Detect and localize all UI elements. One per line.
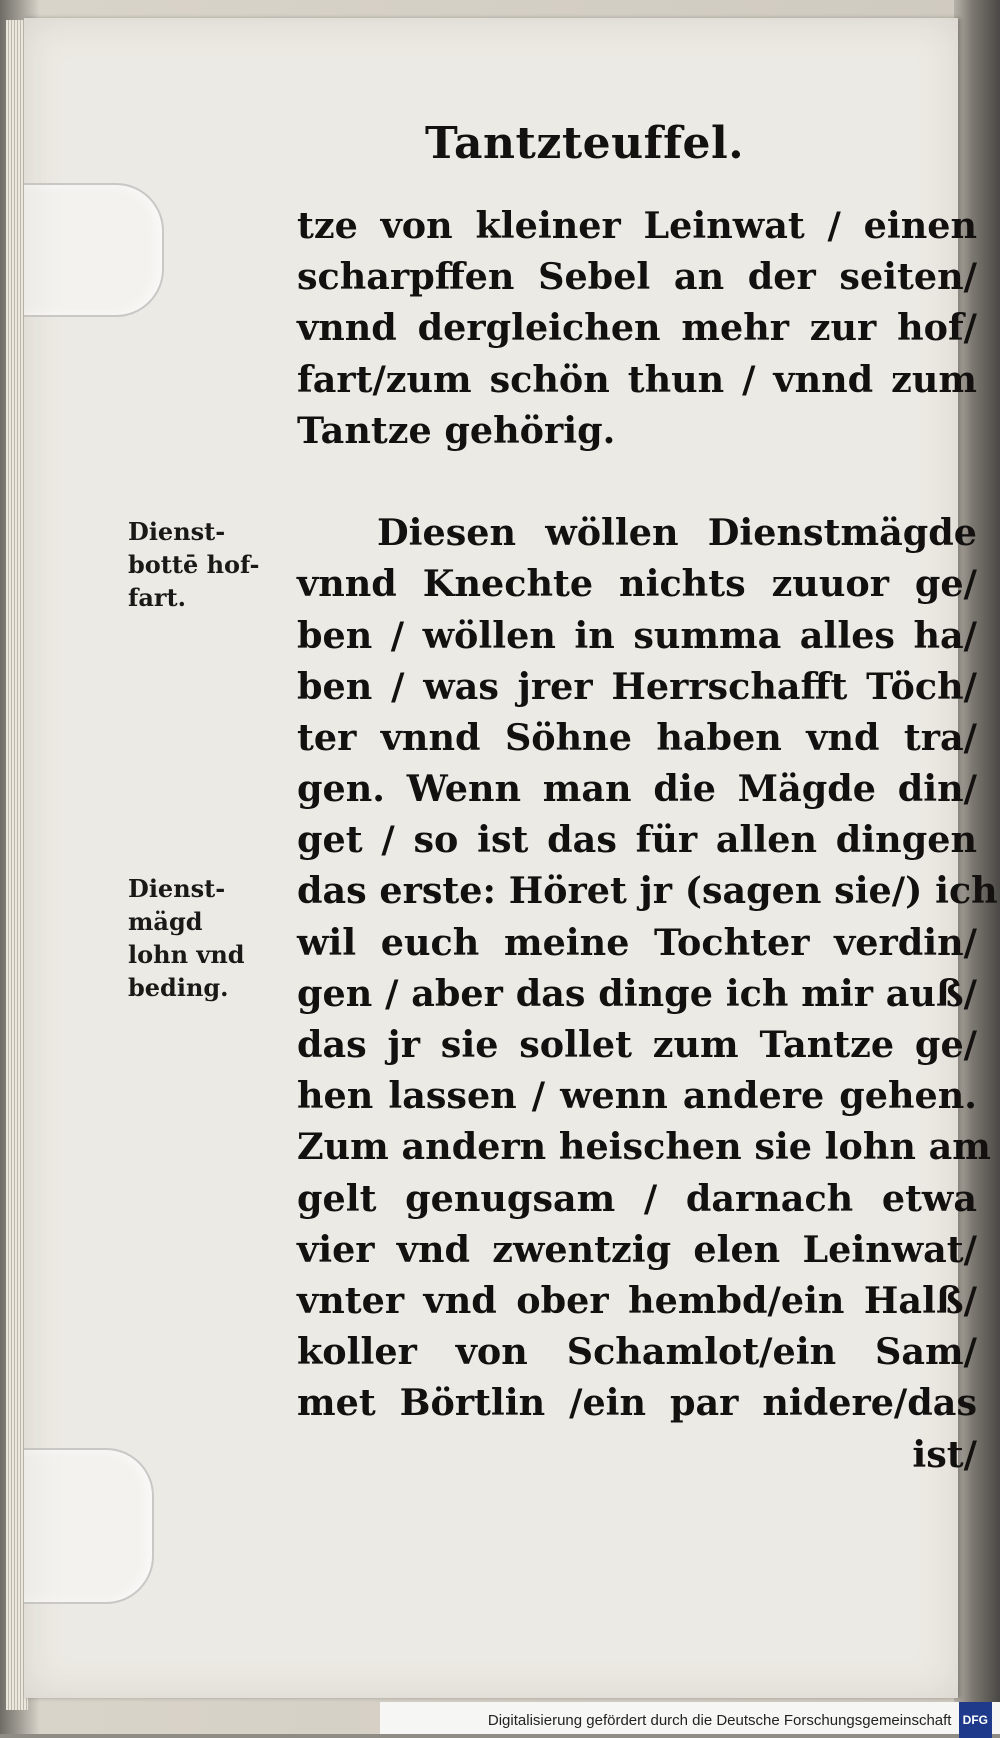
text-line: Zum andern heischen sie lohn am (297, 1125, 991, 1169)
dfg-logo: DFG (959, 1702, 992, 1738)
catchword-line: ist/ (912, 1432, 977, 1476)
text-line: vnnd Knechte nichts zuuor ge/ (297, 562, 977, 606)
text-line: gen. Wenn man die Mägde din/ (297, 767, 977, 811)
text-line: das jr sie sollet zum Tantze ge/ (297, 1023, 977, 1066)
text-line: hen lassen / wenn andere gehen. (297, 1074, 977, 1118)
running-head: Tantzteuffel. (425, 118, 745, 169)
text-line: gelt genugsam / darnach etwa (297, 1176, 977, 1220)
marginal-line: fart. (128, 583, 186, 612)
body-text (297, 200, 998, 1480)
marginal-line: beding. (128, 973, 229, 1002)
text-line: vnnd dergleichen mehr zur hof/ (297, 306, 977, 350)
marginal-line: bottē hof- (128, 550, 260, 579)
text-line: ter vnnd Söhne haben vnd tra/ (297, 715, 977, 759)
text-line: met Börtlin /ein par nidere/das (297, 1381, 977, 1425)
marginal-line: Dienst- (128, 517, 226, 546)
text-line: get / so ist das für allen dingen (297, 818, 977, 862)
text-line: das erste: Höret jr (sagen sie/) ich (297, 869, 998, 913)
marginal-line: lohn vnd (128, 940, 245, 969)
digitization-credit (380, 1702, 1000, 1734)
marginal-line: Dienst- (128, 874, 226, 903)
text-line: tze von kleiner Leinwat / einen (297, 204, 977, 247)
text-line: Diesen wöllen Dienstmägde (377, 511, 977, 555)
text-line: ben / wöllen in summa alles ha/ (297, 613, 977, 657)
marginal-line: mägd (128, 907, 203, 936)
marginal-note (128, 515, 298, 614)
text-line: koller von Schamlot/ein Sam/ (297, 1330, 977, 1374)
text-line: vier vnd zwentzig elen Leinwat/ (297, 1227, 977, 1271)
text-line: scharpffen Sebel an der seiten/ (297, 255, 977, 299)
page-clip-bottom (24, 1448, 154, 1604)
page-clip-top (24, 183, 164, 317)
text-line: gen / aber das dinge ich mir auß/ (297, 971, 977, 1015)
text-line: vnter vnd ober hembd/ein Halß/ (297, 1278, 977, 1322)
text-line: fart/zum schön thun / vnnd zum (297, 357, 977, 401)
marginal-note (128, 872, 298, 1004)
text-line: wil euch meine Tochter verdin/ (297, 920, 977, 964)
paragraph-gap (297, 456, 977, 507)
text-line: Tantze gehörig. (297, 408, 616, 452)
credit-text: Digitalisierung gefördert durch die Deutsche Forschungsgemeinschaft (487, 1712, 952, 1729)
text-line: ben / was jrer Herrschafft Töch/ (297, 664, 977, 708)
